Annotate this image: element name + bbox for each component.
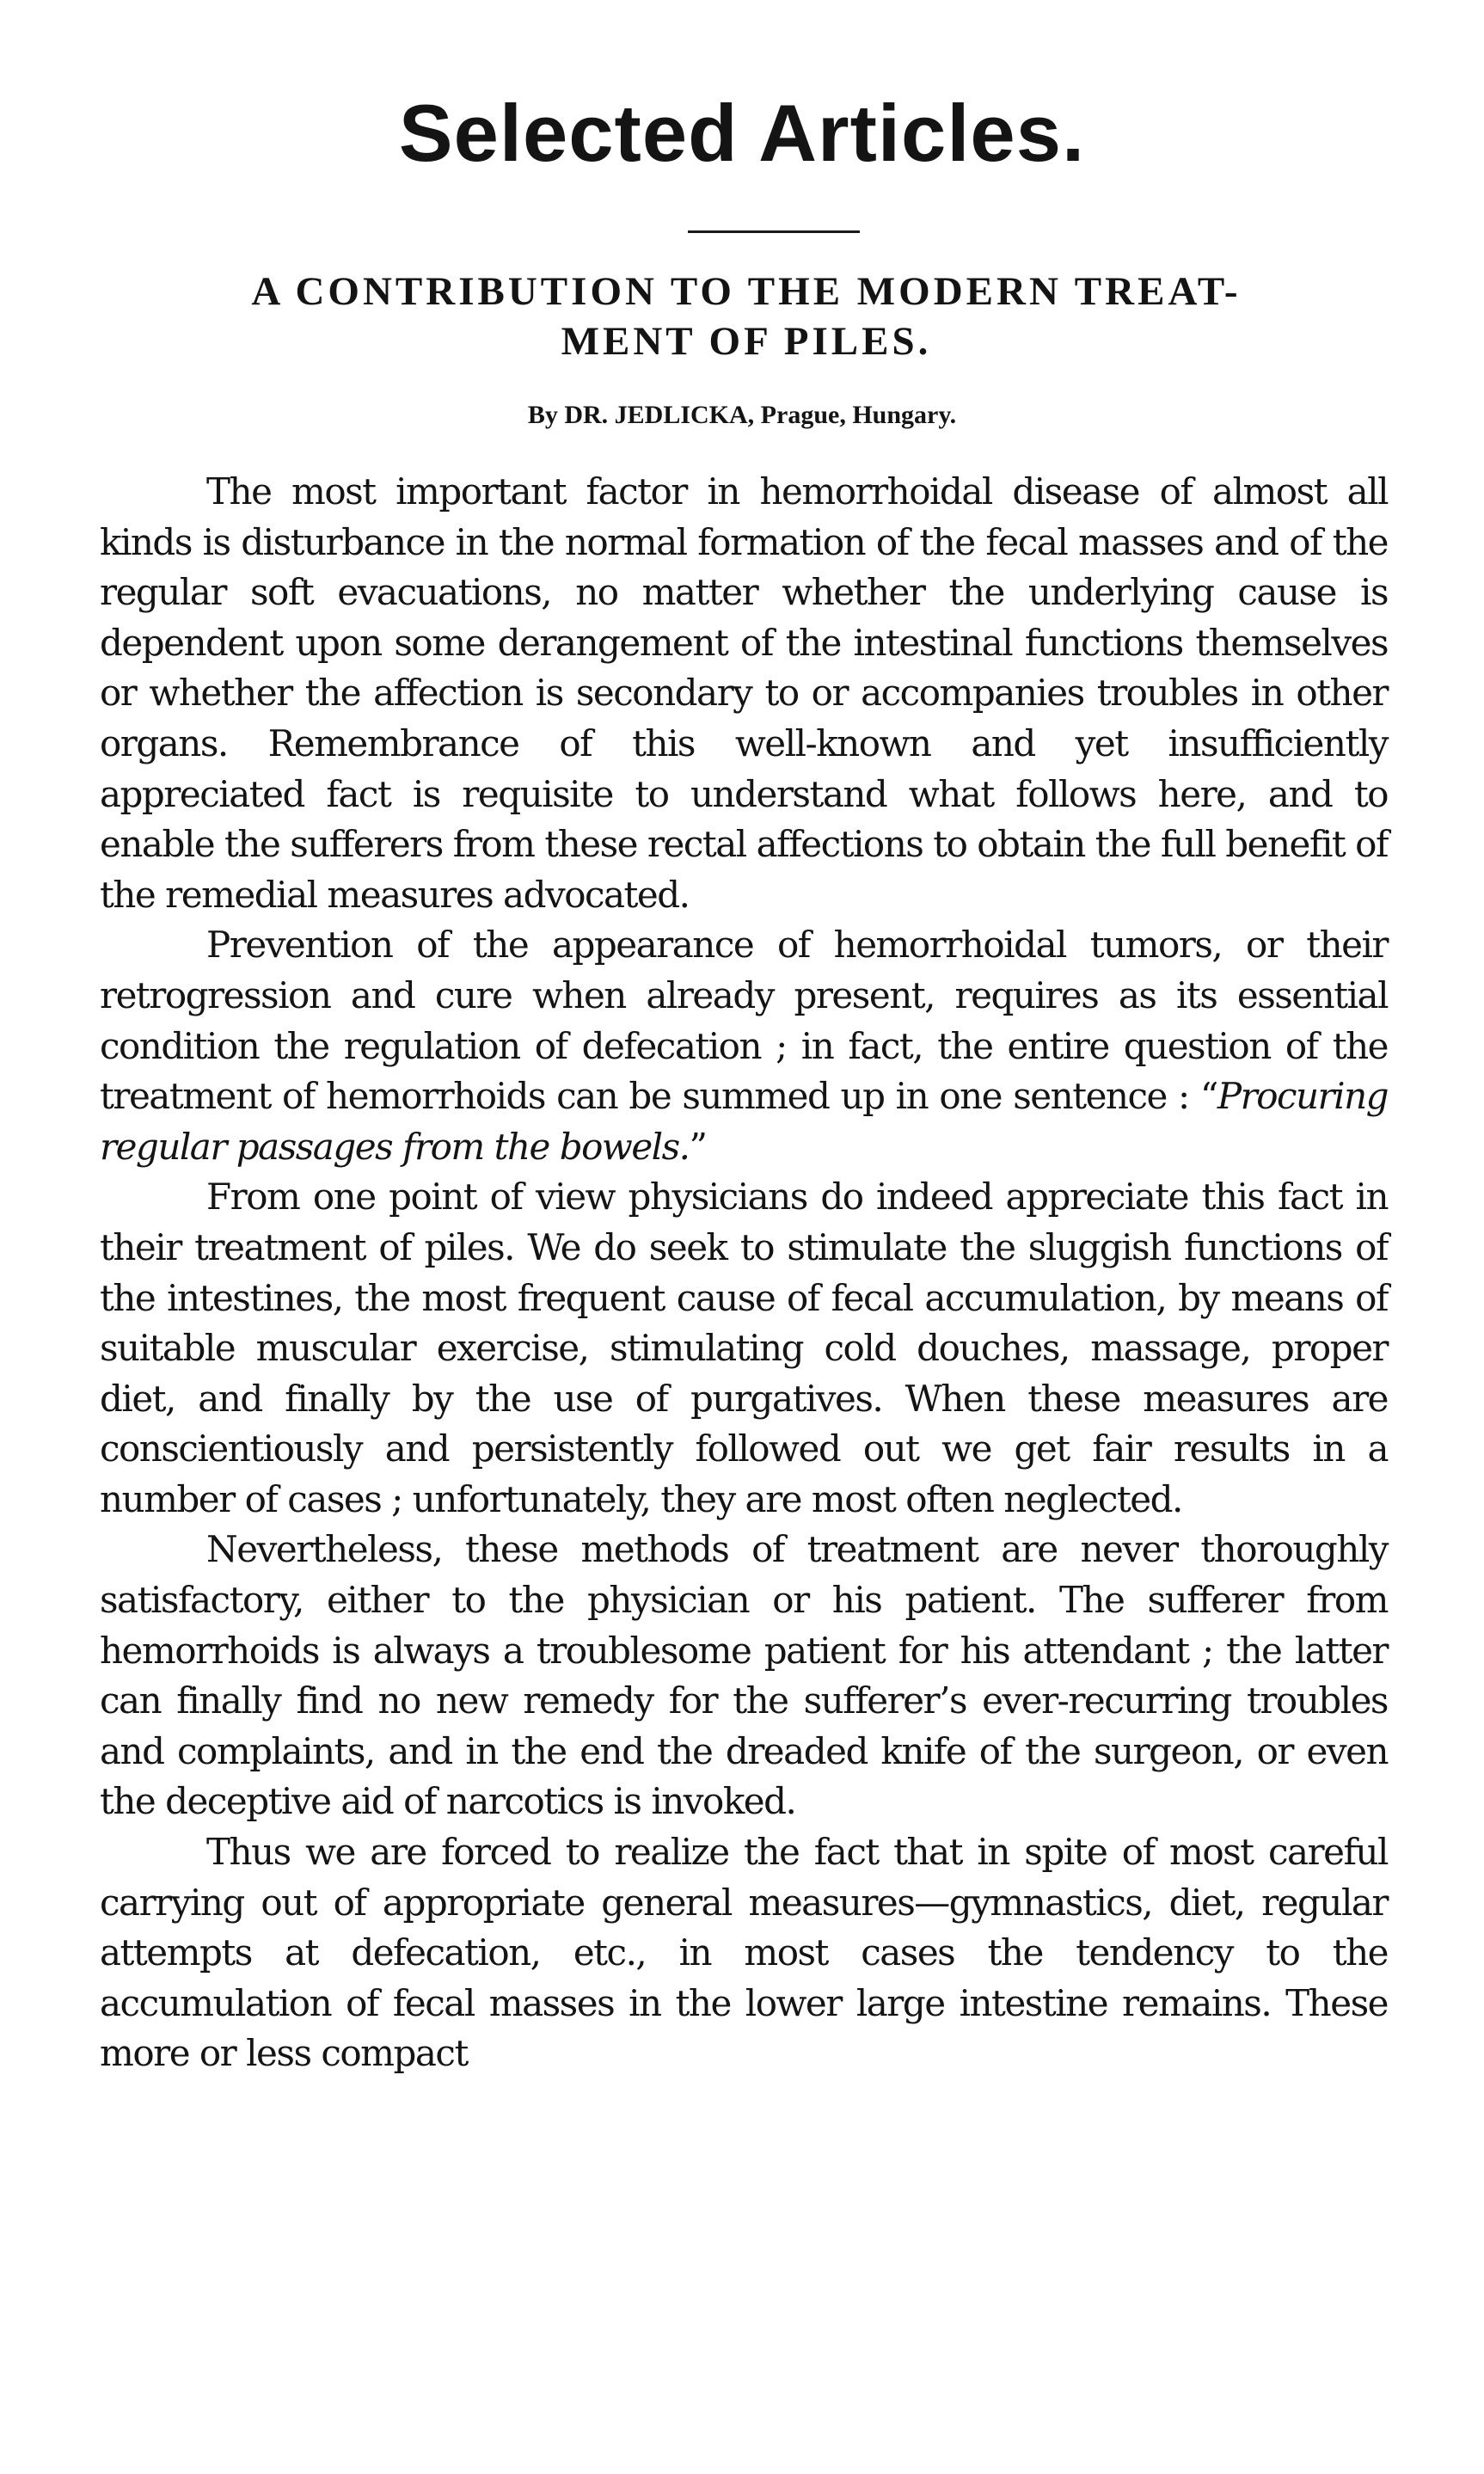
paragraph-2-end: ”	[689, 1125, 707, 1168]
article-body	[100, 467, 1388, 2079]
paragraph-4: Nevertheless, these methods of treatment are never thoroughly satisfactory, either to the physician or his patient. The sufferer from hemorrhoids is always a troublesome patient for his attendant ; the latter can finally find no new remedy for the sufferer’s ever-recurring troubles and complaints, and in the end the dreaded knife of the surgeon, or even the deceptive aid of narcotics is invoked.	[100, 1528, 1388, 1823]
article-title-line-2: MENT OF PILES.	[561, 319, 932, 364]
section-title: Selected Articles.	[398, 88, 1086, 178]
article-title-line-1: A CONTRIBUTION TO THE MODERN TREAT-	[251, 269, 1242, 314]
paragraph-2-text: Prevention of the appearance of hemorrhoidal tumors, or their retrogression and cure when already present, requires as its essential condition the regulation of defecation ; in fact, the entire question of the treatment of hemorrhoids can be summed up in one sentence : “	[100, 924, 1388, 1118]
paragraph-5: Thus we are forced to realize the fact that in spite of most careful carrying out of appropriate general measures—gymnastics, diet, regular attempts at defecation, etc., in most cases the tendency to the accumulation of fecal masses in the lower large intestine remains. These more or less compact	[100, 1831, 1388, 2075]
paragraph-2	[100, 920, 1388, 1172]
paragraph-3: From one point of view physicians do indeed appreciate this fact in their treatment of piles. We do seek to stimulate the sluggish functions of the intestines, the most frequent cause of fecal accumulation, by means of suitable muscular exercise, stimulating cold douches, massage, proper diet, and finally by the use of purgatives. When these measures are conscientiously and persistently followed out we get fair results in a number of cases ; unfortunately, they are most often neglected.	[100, 1176, 1388, 1520]
title-divider	[688, 230, 860, 233]
paragraph-2-quote: Procuring regular passages from the bowels.	[100, 1075, 1388, 1168]
article-title	[101, 267, 1391, 366]
article-byline: By DR. JEDLICKA, Prague, Hungary.	[527, 401, 957, 429]
paragraph-1: The most important factor in hemorrhoidal disease of almost all kinds is disturbance in the normal formation of the fecal masses and of the regular soft evacuations, no matter whether the underlying cause is dependent upon some derangement of the intestinal functions themselves or whether the affection is secondary to or accompanies troubles in other organs. Remembrance of this well-known and yet insufficiently appreciated fact is requisite to understand what follows here, and to enable the sufferers from these rectal affections to obtain the full benefit of the remedial measures advocated.	[100, 470, 1388, 916]
